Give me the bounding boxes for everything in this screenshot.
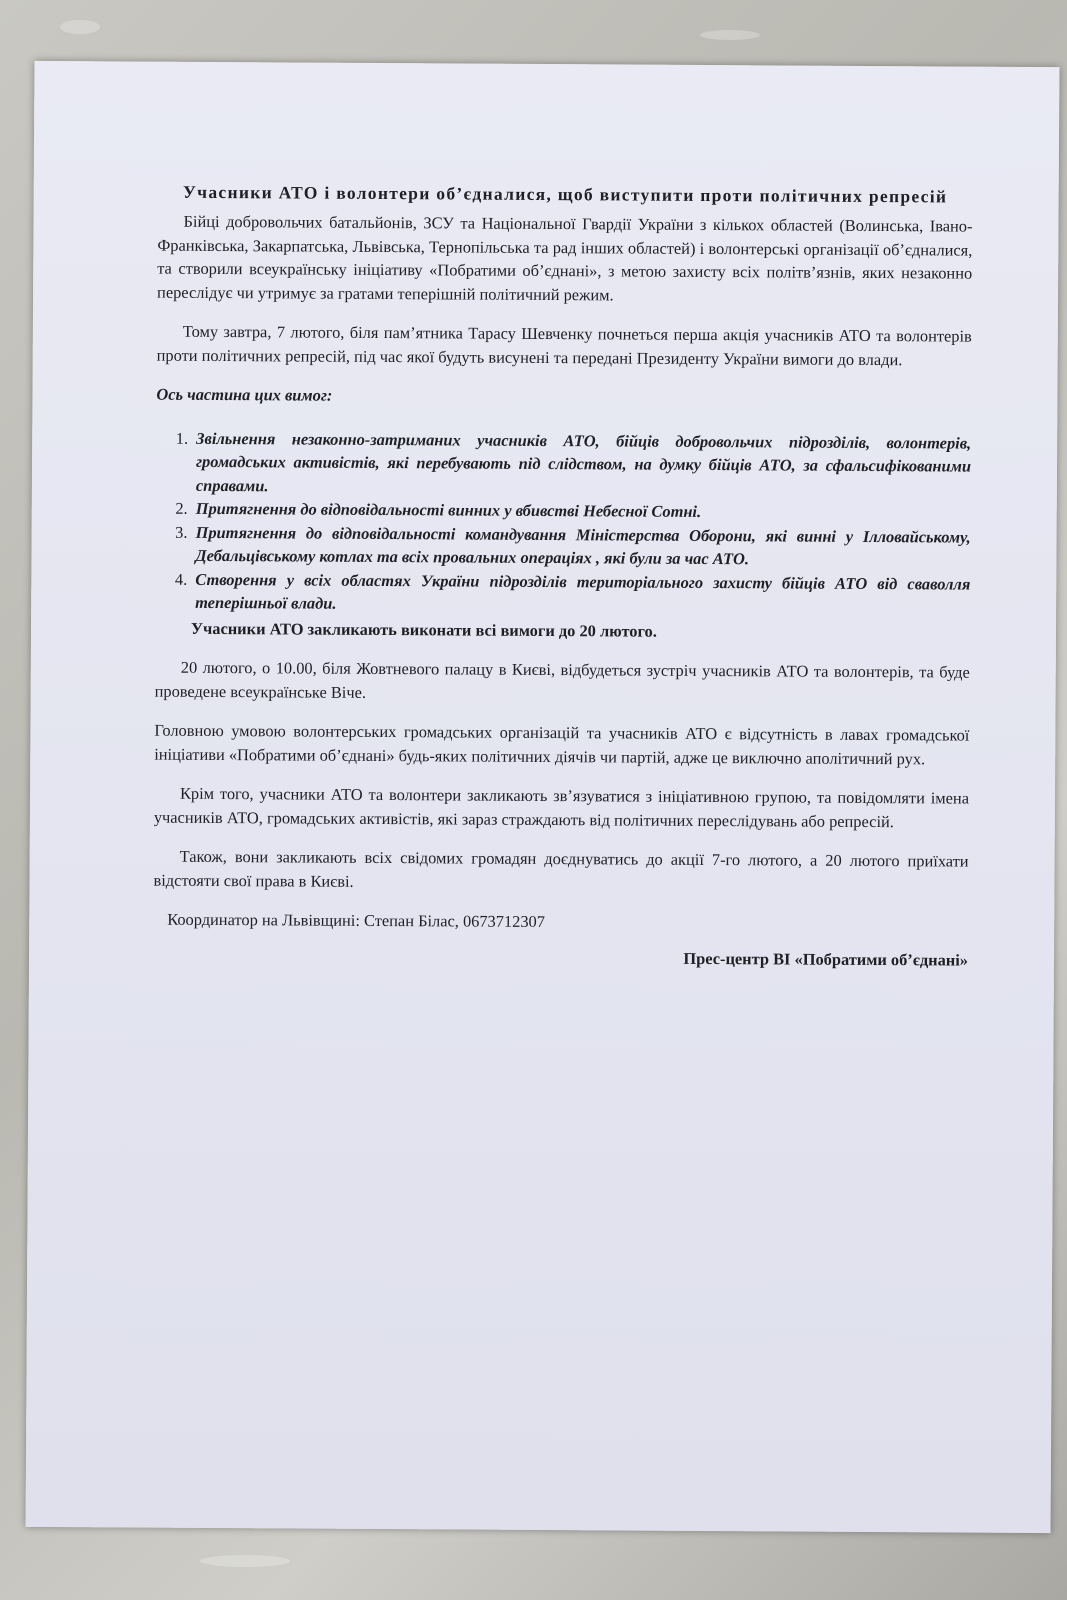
- coordinator-line: Координатор на Львівщині: Степан Білас, 0673712307: [167, 909, 546, 932]
- background-speck: [200, 1555, 290, 1567]
- background-speck: [60, 20, 100, 34]
- background-speck: [700, 30, 760, 40]
- paragraph-action: Тому завтра, 7 лютого, біля пам’ятника Тарасу Шевченку почнеться перша акція учасників АТО та волонтерів проти політичних репресій, під час якої будуть висунені та передані Президенту України вимоги до влади.: [156, 321, 972, 369]
- demands-list: [155, 426, 971, 619]
- paragraph-appeal: Також, вони закликають всіх свідомих громадян доєднуватись до акції 7-го лютого, а 20 лютого приїхати відстояти свої права в Києві.: [153, 846, 969, 891]
- document-title: Учасники АТО і волонтери об’єдналися, щоб виступити проти політичних репресій: [182, 181, 948, 207]
- demand-item: 4. Створення у всіх областях України підрозділів територіального захисту бійців АТО від сваволля теперішньої влади.: [191, 567, 970, 619]
- paragraph-condition: Головною умовою волонтерських громадських організацій та учасників АТО є відсутність в лавах громадської ініціативи «Побратими об’єднані» будь-яких політичних діячів чи партій, адже це виключно аполітичний рух.: [154, 720, 970, 768]
- call-to-action: Учасники АТО закликають виконати всі вимоги до 20 лютого.: [190, 618, 657, 641]
- demand-item: 3. Притягнення до відповідальності командування Міністерства Оборони, які винні у Ілловайському, Дебальцівському котлах та всіх провальних операціях , які були за час АТО.: [191, 520, 970, 572]
- paragraph-meeting: 20 лютого, о 10.00, біля Жовтневого палацу в Києві, відбудеться зустріч учасників АТО та волонтерів, та буде проведене всеукраїнське Віче.: [154, 657, 970, 702]
- demand-item: 2. Притягнення до відповідальності винних у вбивстві Небесної Сотні.: [192, 497, 971, 525]
- paragraph-intro: Бійці добровольчих батальйонів, ЗСУ та Національної Гвардії України з кількох областей (Волинська, Івано-Франківська, Закарпатська, Львівська, Тернопільська та рад інших областей) і волонтерські організації об’єдналися, та створили всеукраїнську ініціативу «Побратими об’єднані», з метою захисту всіх політв’язнів, яких незаконно переслідує чи утримує за гратами теперішній політичний режим.: [157, 211, 973, 304]
- demand-item: 1. Звільнення незаконно-затриманих учасників АТО, бійців добровольчих підрозділів, волонтерів, громадських активістів, які перебувають під слідством, на думку бійців АТО, за сфальсифікованими справами.: [192, 426, 971, 501]
- document-sheet: [26, 61, 1060, 1533]
- signature: Прес-центр ВІ «Побратими об’єднані»: [683, 948, 969, 970]
- paragraph-contact: Крім того, учасники АТО та волонтери закликають зв’язуватися з ініціативною групою, та повідомляти імена учасників АТО, громадських активістів, які зараз страждають від політичних переслідувань або репресій.: [153, 783, 970, 831]
- demands-label: Ось частина цих вимог:: [156, 384, 333, 405]
